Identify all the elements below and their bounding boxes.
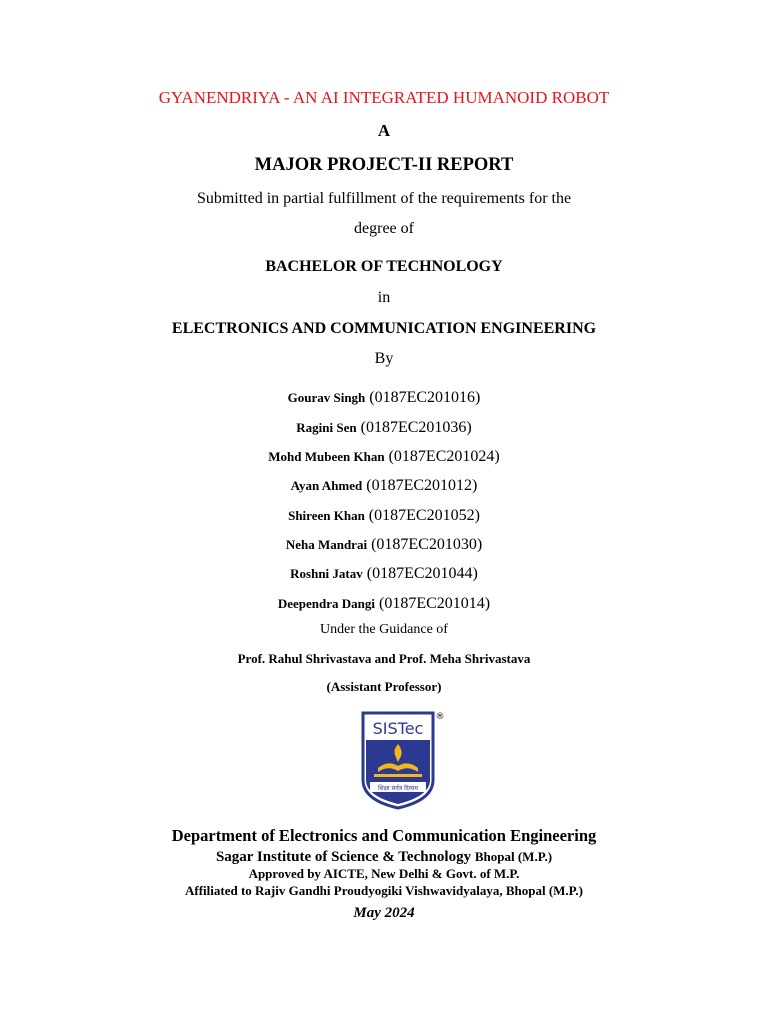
author-name: Neha Mandrai [285,537,368,552]
author-roll: (0187EC201012) [366,477,478,494]
by-word: By [374,350,394,367]
guide-designation: (Assistant Professor) [326,679,442,694]
department-name: Department of Electronics and Communication Engineering [171,826,597,845]
lamp-base [374,774,422,777]
affiliation-line: Affiliated to Rajiv Gandhi Proudyogiki Vishwavidyalaya, Bhopal (M.P.) [184,883,583,898]
author-line [0,566,768,582]
degree-of-line: degree of [354,220,414,237]
institute-city: Bhopal (M.P.) [474,849,553,864]
author-line [0,390,768,406]
logo-motto: शिक्षा सर्वत्र दिव्यम [378,785,418,792]
author-line [0,449,768,465]
author-roll: (0187EC201052) [368,507,480,524]
submitted-line: Submitted in partial fulfillment of the requirements for the [196,190,572,207]
author-roll: (0187EC201036) [360,419,472,436]
report-type: MAJOR PROJECT-II REPORT [254,155,514,175]
author-roll: (0187EC201024) [388,448,500,465]
logo-text: SISTec [372,719,424,738]
author-name: Mohd Mubeen Khan [268,449,385,464]
author-name: Gourav Singh [287,390,366,405]
author-name: Ayan Ahmed [290,478,363,493]
author-roll: (0187EC201014) [379,595,491,612]
author-line [0,478,768,494]
branch-name: ELECTRONICS AND COMMUNICATION ENGINEERING [171,320,597,337]
author-line [0,508,768,524]
author-roll: (0187EC201044) [366,565,478,582]
author-roll: (0187EC201030) [371,536,483,553]
author-name: Deependra Dangi [277,596,376,611]
report-date: May 2024 [353,905,415,921]
author-line [0,537,768,553]
author-name: Ragini Sen [296,420,357,435]
author-roll: (0187EC201016) [369,389,481,406]
guide-names: Prof. Rahul Shrivastava and Prof. Meha Shrivastava [237,651,531,666]
author-name: Shireen Khan [288,508,365,523]
author-line [0,420,768,436]
author-line [0,596,768,612]
article-a: A [377,121,391,140]
guidance-label: Under the Guidance of [320,622,448,637]
sistec-logo [360,710,446,810]
in-word: in [377,289,391,306]
approval-line: Approved by AICTE, New Delhi & Govt. of M.P. [248,866,520,881]
registered-mark: ® [435,712,445,722]
project-title: GYANENDRIYA - AN AI INTEGRATED HUMANOID ROBOT [158,88,610,107]
institute-name: Sagar Institute of Science & Technology [215,849,472,865]
degree-name: BACHELOR OF TECHNOLOGY [265,258,503,275]
institute-line [0,850,768,865]
author-name: Roshni Jatav [290,566,363,581]
